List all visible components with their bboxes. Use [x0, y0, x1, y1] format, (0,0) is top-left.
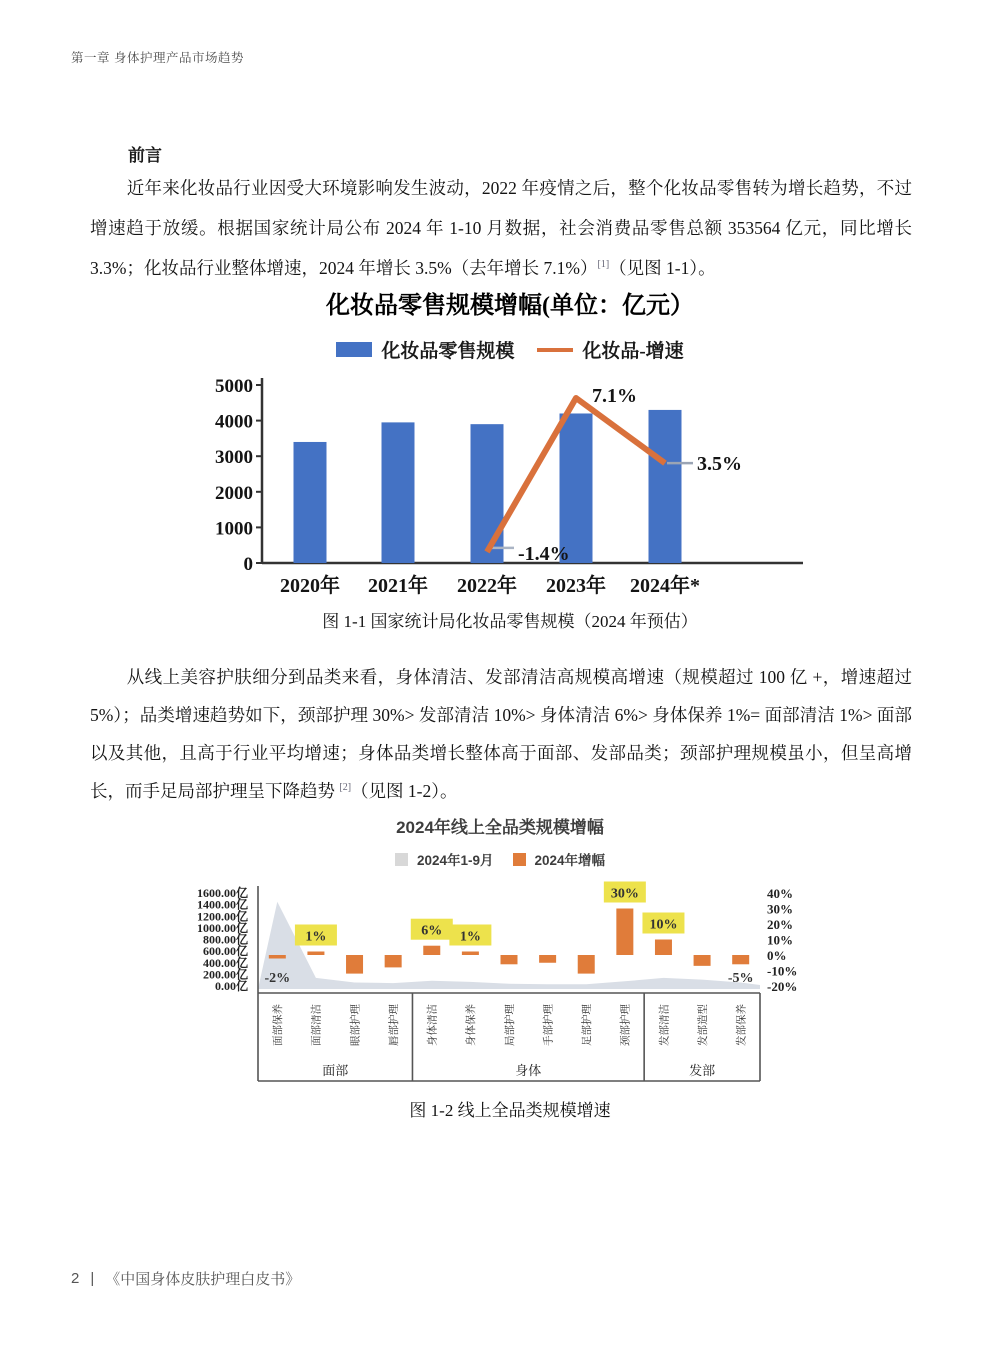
- page-number: 2: [71, 1270, 80, 1287]
- svg-text:800.00亿: 800.00亿: [202, 932, 248, 947]
- svg-text:30%: 30%: [610, 886, 639, 902]
- svg-text:面部: 面部: [322, 1063, 349, 1078]
- paragraph-text: 从线上美容护肤细分到品类来看，身体清洁、发部清洁高规模高增速（规模超过 100 亿 +，增速超过 5%）；品类增速趋势如下，颈部护理 30%> 发部清洁 10%> 身体清洁 6%> 身体保养 1%= 面部清洁 1%> 面部以及其他，且高于行业平均增速；身体品类增长整体高于面部、发部品类；颈部护理规模虽小，但呈高增长，而手足局部护理呈下降趋势: [90, 667, 912, 801]
- svg-text:发部造型: 发部造型: [696, 1004, 709, 1046]
- legend-growth-label: 2024年增幅: [534, 853, 606, 868]
- svg-text:30%: 30%: [767, 901, 793, 917]
- legend-bar-swatch: [336, 342, 372, 357]
- svg-text:1%: 1%: [459, 929, 481, 945]
- footnote-ref-1: [1]: [597, 259, 610, 271]
- svg-text:局部护理: 局部护理: [503, 1004, 516, 1046]
- paragraph-category-growth: [90, 658, 912, 810]
- svg-text:身体清洁: 身体清洁: [426, 1004, 439, 1046]
- svg-text:1200.00亿: 1200.00亿: [196, 909, 248, 924]
- chart1-title: 化妆品零售规模增幅(单位：亿元）: [326, 293, 694, 319]
- svg-text:2022年: 2022年: [457, 575, 517, 597]
- chart1-legend: [200, 336, 820, 363]
- legend-bar-label: 化妆品零售规模: [381, 341, 515, 362]
- svg-text:唇部护理: 唇部护理: [388, 1004, 400, 1046]
- svg-text:1600.00亿: 1600.00亿: [196, 886, 248, 900]
- footnote-ref-2: [2]: [339, 782, 352, 794]
- svg-text:2024年*: 2024年*: [630, 575, 700, 597]
- svg-text:颈部护理: 颈部护理: [619, 1004, 632, 1046]
- chart2-caption: 图 1-2 线上全品类规模增速: [409, 1101, 611, 1120]
- svg-text:40%: 40%: [767, 886, 793, 901]
- svg-text:面部保养: 面部保养: [272, 1004, 285, 1046]
- cosmetics-retail-scale-chart: [215, 370, 815, 620]
- legend-growth-swatch: [513, 853, 526, 866]
- svg-text:发部清洁: 发部清洁: [658, 1004, 671, 1046]
- svg-text:-10%: -10%: [767, 963, 798, 979]
- legend-area-swatch: [395, 853, 408, 866]
- svg-text:4000: 4000: [215, 411, 253, 433]
- paragraph-text: （见图 1-1）。: [609, 258, 716, 278]
- chapter-header: 第一章 身体护理产品市场趋势: [71, 51, 244, 65]
- preface-heading: 前言: [128, 146, 162, 165]
- svg-text:3.5%: 3.5%: [697, 453, 742, 476]
- svg-text:-2%: -2%: [264, 971, 291, 986]
- svg-text:足部护理: 足部护理: [581, 1004, 593, 1046]
- svg-text:2023年: 2023年: [546, 575, 606, 597]
- svg-text:400.00亿: 400.00亿: [202, 955, 248, 970]
- svg-text:眼部护理: 眼部护理: [349, 1004, 362, 1046]
- book-title: 《中国身体皮肤护理白皮书》: [105, 1271, 301, 1288]
- chart2-legend: [160, 849, 840, 869]
- svg-text:-1.4%: -1.4%: [518, 542, 570, 565]
- svg-text:1400.00亿: 1400.00亿: [196, 897, 248, 912]
- svg-text:7.1%: 7.1%: [592, 384, 637, 407]
- svg-text:5000: 5000: [215, 376, 253, 397]
- legend-area-label: 2024年1-9月: [416, 853, 494, 868]
- online-category-scale-chart: [160, 878, 840, 1093]
- paragraph-retail-overview: [90, 168, 912, 288]
- svg-text:0%: 0%: [767, 948, 787, 963]
- svg-text:1000: 1000: [215, 518, 253, 540]
- svg-text:手部护理: 手部护理: [542, 1004, 555, 1046]
- chart2-title: 2024年线上全品类规模增幅: [396, 818, 604, 837]
- legend-line-label: 化妆品-增速: [582, 341, 684, 362]
- chart1-caption: 图 1-1 国家统计局化妆品零售规模（2024 年预估）: [322, 612, 698, 631]
- svg-text:3000: 3000: [215, 447, 253, 469]
- svg-text:0.00亿: 0.00亿: [214, 979, 248, 993]
- svg-text:10%: 10%: [767, 932, 793, 948]
- svg-text:10%: 10%: [649, 917, 678, 933]
- svg-text:2021年: 2021年: [368, 575, 428, 597]
- svg-text:身体保养: 身体保养: [465, 1004, 478, 1046]
- svg-text:2000: 2000: [215, 482, 253, 504]
- svg-text:200.00亿: 200.00亿: [202, 967, 248, 982]
- svg-text:600.00亿: 600.00亿: [202, 944, 248, 959]
- svg-text:身体: 身体: [515, 1063, 542, 1078]
- svg-text:发部保养: 发部保养: [735, 1004, 748, 1046]
- paragraph-text: 近年来化妆品行业因受大环境影响发生波动，2022 年疫情之后，整个化妆品零售转为增长趋势，不过增速趋于放缓。根据国家统计局公布 2024 年 1-10 月数据，社会消费品零售总额 353564 亿元，同比增长 3.3%；化妆品行业整体增速，2024 年增长 3.5%（去年增长 7.1%）: [90, 178, 912, 278]
- svg-text:2020年: 2020年: [280, 575, 340, 597]
- paragraph-text: （见图 1-2）。: [351, 781, 458, 801]
- svg-text:1000.00亿: 1000.00亿: [196, 920, 248, 935]
- page-footer: [71, 1268, 300, 1289]
- svg-text:面部清洁: 面部清洁: [310, 1004, 323, 1046]
- svg-text:-20%: -20%: [767, 979, 798, 994]
- legend-line-swatch: [537, 348, 573, 352]
- footer-separator: |: [90, 1270, 95, 1287]
- svg-text:20%: 20%: [767, 917, 793, 932]
- svg-text:1%: 1%: [305, 929, 327, 945]
- svg-text:6%: 6%: [421, 923, 443, 939]
- svg-text:发部: 发部: [689, 1063, 716, 1078]
- svg-text:-5%: -5%: [727, 971, 754, 986]
- svg-text:0: 0: [243, 554, 253, 575]
